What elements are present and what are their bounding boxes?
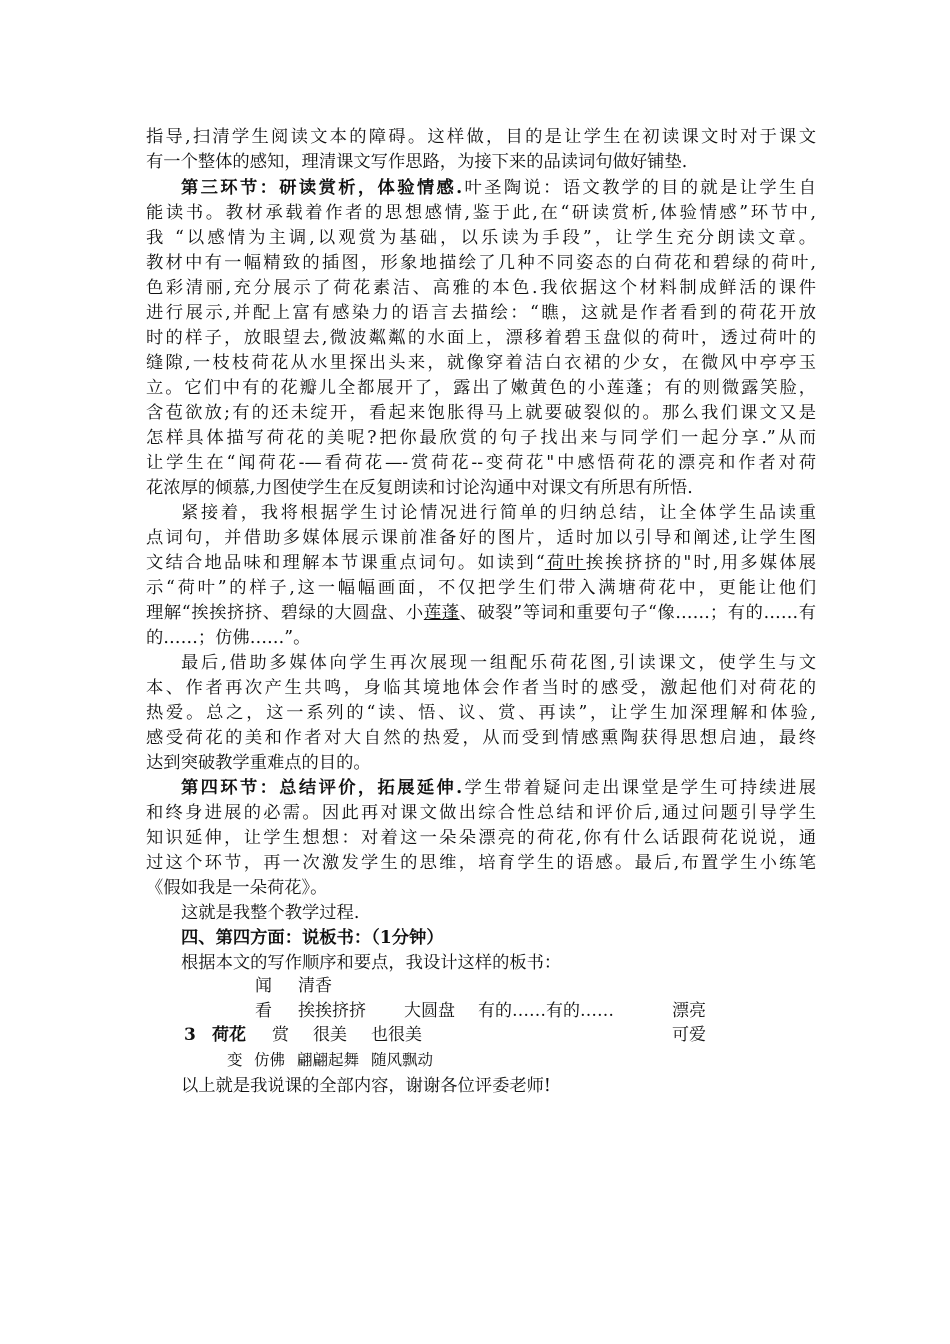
text-line: 立。它们中有的花瓣儿全都展开了，露出了嫩黄色的小莲蓬；有的则微露笑脸， — [146, 378, 816, 398]
text-span: 学生带着疑问走出课堂是学生可持续进展 — [462, 778, 816, 798]
section-3-heading: 第三环节：研读赏析，体验情感. — [181, 178, 463, 198]
board-item: 变 — [227, 1051, 243, 1069]
text-line: 的……；仿佛……”。 — [146, 628, 311, 648]
board-item: 仿佛 — [254, 1051, 286, 1069]
text-line: 达到突破教学重难点的目的。 — [146, 753, 371, 773]
text-line: 时的样子，放眼望去,微波粼粼的水面上，漂移着碧玉盘似的荷叶，透过荷叶的 — [146, 328, 816, 348]
text-line: 含苞欲放;有的还未绽开，看起来饱胀得马上就要破裂似的。那么我们课文又是 — [146, 403, 816, 423]
text-line: 指导,扫清学生阅读文本的障碍。这样做，目的是让学生在初读课文时对于课文 — [146, 127, 816, 147]
text-line: 《假如我是一朵荷花》。 — [146, 878, 328, 898]
board-item: 闻 — [255, 976, 272, 996]
board-item: 挨挨挤挤 — [298, 1001, 366, 1021]
text-span: 叶圣陶说：语文教学的目的就是让学生自 — [462, 178, 816, 198]
board-number: 3 — [184, 1025, 196, 1045]
underlined-word: 荷叶 — [544, 553, 586, 573]
text-line: 色彩清丽,充分展示了荷花素洁、高雅的本色.我依据这个材料制成鲜活的课件 — [146, 278, 816, 298]
underlined-word: 莲蓬 — [423, 603, 460, 623]
board-item: 漂亮 — [672, 1001, 706, 1021]
text-line: 进行展示,并配上富有感染力的语言去描绘：“瞧，这就是作者看到的荷花开放 — [146, 303, 816, 323]
text-line: 最后,借助多媒体向学生再次展现一组配乐荷花图,引读课文，使学生与文 — [181, 653, 816, 673]
text-line — [146, 551, 816, 576]
board-item: 清香 — [298, 976, 332, 996]
text-span: 、破裂”等词和重要句子“像……；有的……有 — [459, 603, 816, 623]
board-item: 也很美 — [371, 1025, 422, 1045]
section-heading: 四、第四方面：说板书：（1分钟） — [181, 928, 444, 948]
board-item: 大圆盘 — [404, 1001, 455, 1021]
text-line: 根据本文的写作顺序和要点，我设计这样的板书： — [181, 953, 562, 973]
text-line: 我 “以感情为主调,以观赏为基础，以乐读为手段”，让学生充分朗读文章。 — [146, 228, 816, 248]
board-item: 有的……有的…… — [478, 1001, 614, 1021]
text-line: 教材中有一幅精致的插图，形象地描绘了几种不同姿态的白荷花和碧绿的荷叶, — [146, 253, 816, 273]
text-line: 让学生在“闻荷花-—看荷花—-赏荷花--变荷花"中感悟荷花的漂亮和作者对荷 — [146, 453, 816, 473]
text-line: 感受荷花的美和作者对大自然的热爱，从而受到情感熏陶获得思想启迪，最终 — [146, 728, 816, 748]
text-line: 花浓厚的倾慕,力图使学生在反复朗读和讨论沟通中对课文有所思有所悟. — [146, 478, 693, 498]
text-line: 这就是我整个教学过程. — [181, 903, 360, 923]
text-span: 理解“挨挨挤挤、碧绿的大圆盘、小 — [146, 603, 424, 623]
text-line — [146, 601, 816, 626]
section-4-heading-line — [181, 776, 816, 801]
text-line: 热爱。总之，这一系列的“读、悟、议、赏、再读”，让学生加深理解和体验, — [146, 703, 816, 723]
text-line: 有一个整体的感知，理清课文写作思路，为接下来的品读词句做好铺垫. — [146, 152, 688, 172]
text-line: 知识延伸，让学生想想：对着这一朵朵漂亮的荷花,你有什么话跟荷花说说，通 — [146, 828, 816, 848]
board-item: 可爱 — [672, 1025, 706, 1045]
text-line: 过这个环节，再一次激发学生的思维，培育学生的语感。最后,布置学生小练笔 — [146, 853, 816, 873]
section-3-heading-line — [181, 176, 816, 201]
text-span: 文结合地品味和理解本节课重点词句。如读到 — [146, 553, 536, 573]
section-4-heading: 第四环节：总结评价，拓展延伸. — [181, 778, 463, 798]
board-item: 随风飘动 — [371, 1051, 434, 1069]
board-item: 看 — [255, 1001, 272, 1021]
text-span: 挨挨挤挤的"时,用多媒体展 — [585, 553, 816, 573]
text-line: 怎样具体描写荷花的美呢?把你最欣赏的句子找出来与同学们一起分享.”从而 — [146, 428, 816, 448]
text-line: 和终身进展的必需。因此再对课文做出综合性总结和评价后,通过问题引导学生 — [146, 803, 816, 823]
board-item: 很美 — [313, 1025, 347, 1045]
text-line: 缝隙,一枝枝荷花从水里探出头来，就像穿着洁白衣裙的少女，在微风中亭亭玉 — [146, 353, 816, 373]
text-span: “ — [535, 553, 545, 573]
board-item: 赏 — [272, 1025, 289, 1045]
text-line: 点词句，并借助多媒体展示课前准备好的图片，适时加以引导和阐述,让学生图 — [146, 528, 816, 548]
board-item: 翩翩起舞 — [297, 1051, 360, 1069]
text-line: 能读书。教材承载着作者的思想感情,鉴于此,在“研读赏析,体验情感”环节中, — [146, 203, 816, 223]
board-title: 荷花 — [212, 1025, 246, 1045]
text-line: 紧接着，我将根据学生讨论情况进行简单的归纳总结，让全体学生品读重 — [181, 503, 816, 523]
text-line: 示“荷叶”的样子,这一幅幅画面，不仅把学生们带入满塘荷花中，更能让他们 — [146, 578, 816, 598]
closing-line: 以上就是我说课的全部内容，谢谢各位评委老师! — [181, 1076, 551, 1096]
text-line: 本、作者再次产生共鸣，身临其境地体会作者当时的感受，激起他们对荷花的 — [146, 678, 816, 698]
